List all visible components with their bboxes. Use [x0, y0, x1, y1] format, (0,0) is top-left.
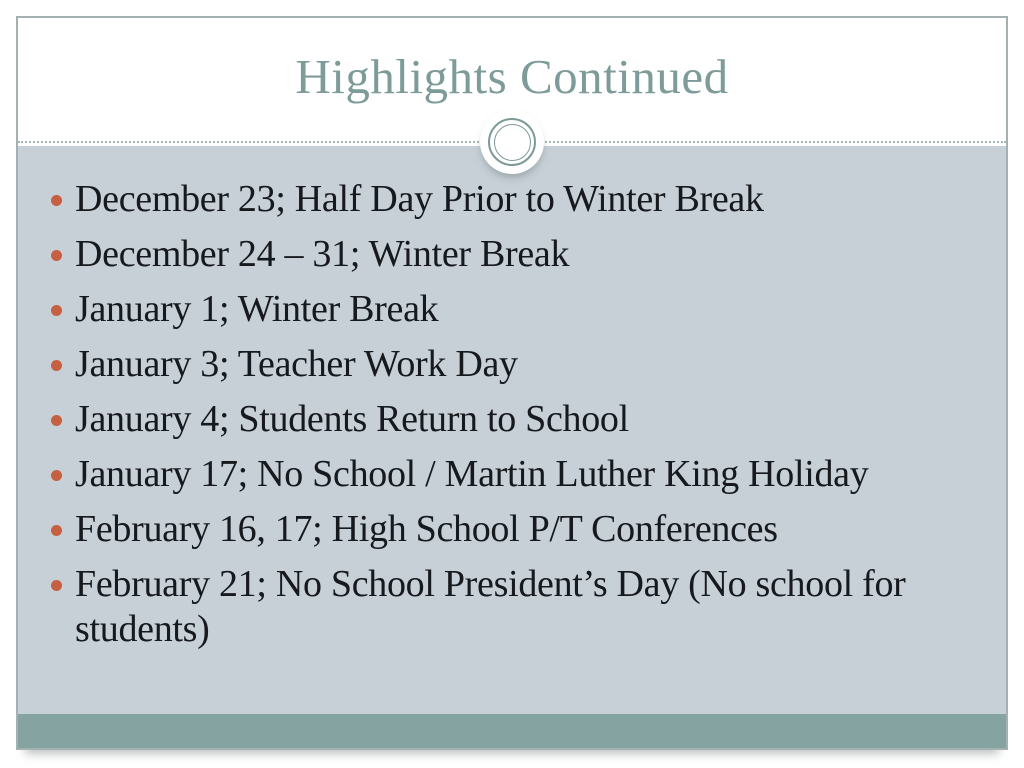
slide — [16, 16, 1008, 750]
list-item — [51, 507, 976, 552]
bullet-icon — [51, 470, 62, 481]
ornament-outer-ring — [488, 118, 536, 166]
list-item — [51, 342, 976, 387]
bullet-icon — [51, 415, 62, 426]
list-item-text: January 17; No School / Martin Luther King Holiday — [75, 453, 869, 495]
list-item-text: January 3; Teacher Work Day — [75, 343, 518, 385]
bullet-icon — [51, 305, 62, 316]
slide-title: Highlights Continued — [295, 48, 729, 104]
list-item — [51, 397, 976, 442]
circle-ornament-icon — [480, 110, 544, 174]
list-item-text: February 21; No School President’s Day (No school for students) — [75, 563, 906, 650]
bullet-icon — [51, 580, 62, 591]
list-item-text: January 4; Students Return to School — [75, 398, 629, 440]
list-item-text: February 16, 17; High School P/T Conferences — [75, 508, 778, 550]
list-item — [51, 177, 976, 222]
list-item-text: December 24 – 31; Winter Break — [75, 233, 570, 275]
footer-band — [18, 714, 1006, 748]
bullet-icon — [51, 250, 62, 261]
bullet-icon — [51, 195, 62, 206]
bullet-icon — [51, 360, 62, 371]
bullet-list — [18, 146, 1006, 652]
list-item-text: December 23; Half Day Prior to Winter Break — [75, 178, 764, 220]
list-item-text: January 1; Winter Break — [75, 288, 439, 330]
list-item — [51, 287, 976, 332]
bullet-icon — [51, 525, 62, 536]
slide-body — [18, 146, 1006, 714]
list-item — [51, 562, 976, 652]
slide-header — [18, 18, 1006, 146]
list-item — [51, 452, 976, 497]
ornament-inner-ring — [494, 124, 531, 161]
list-item — [51, 232, 976, 277]
ornament-halo — [480, 110, 544, 174]
